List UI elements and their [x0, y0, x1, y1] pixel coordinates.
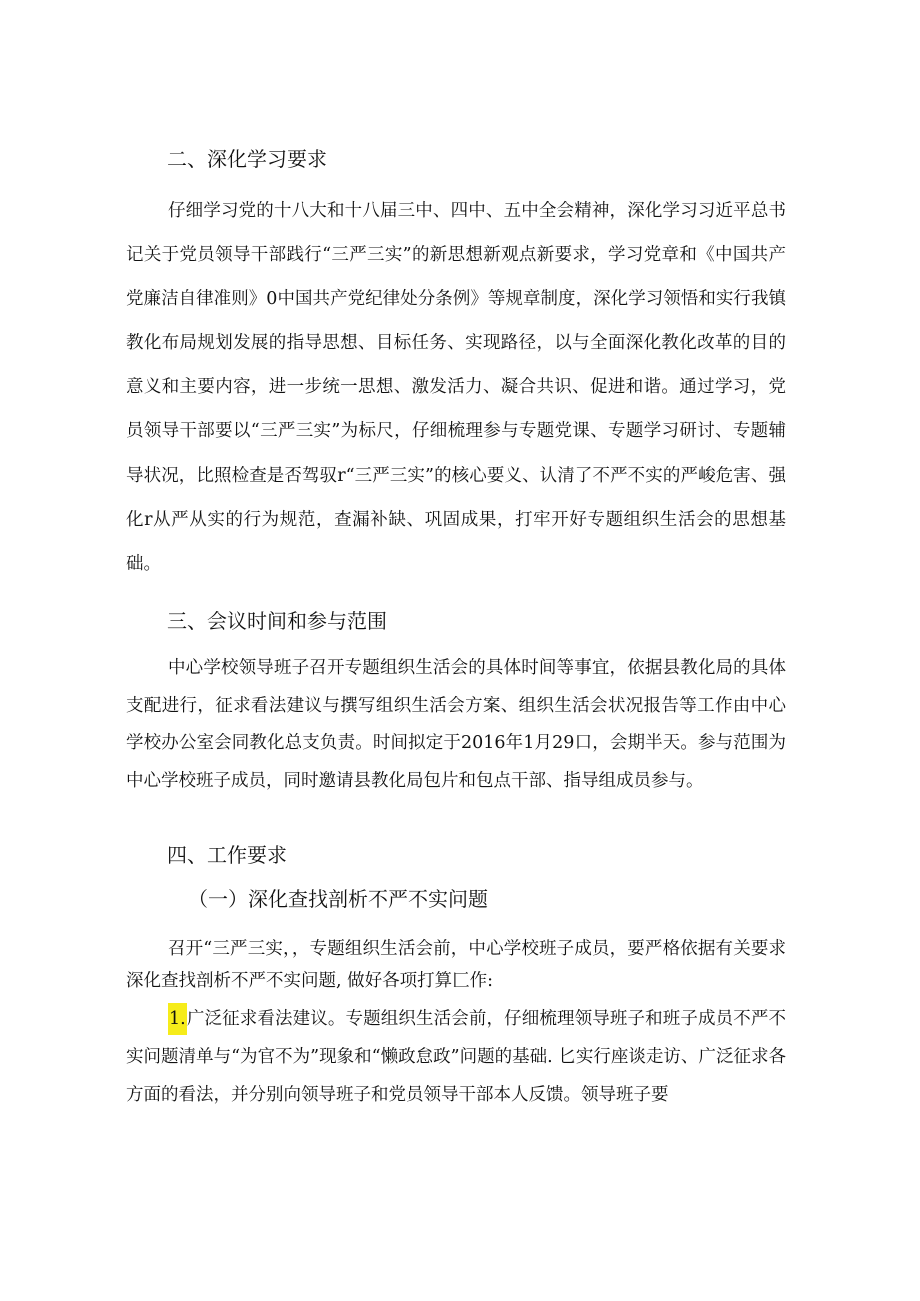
section-heading-3: 三、会议时间和参与范围	[167, 609, 387, 633]
section-4-intro-paragraph: 召开“三严三实，，专题组织生活会前，中心学校班子成员，要严格依据有关要求深化查找剖析不严不实问题, 做好各项打算匚作:	[126, 939, 786, 991]
section-heading-2: 二、深化学习要求	[167, 147, 327, 171]
section-2-paragraph: 仔细学习党的十八大和十八届三中、四中、五中全会精神，深化学习习近平总书记关于党员领导干部践行“三严三实”的新思想新观点新要求，学习党章和《中国共产党廉洁自律准则》0中国共产党纪律处分条例》等规章制度，深化学习领悟和实行我镇教化布局规划发展的指导思想、目标任务、实现路径，以与全面深化教化改革的目的意义和主要内容，进一步统一思想、激发活力、凝合共识、促进和谐。通过学习，党员领导干部要以“三严三实”为标尺，仔细梳理参与专题党课、专题学习研讨、专题辅导状况，比照检查是否驾驭r“三严三实”的核心要义、认清了不严不实的严峻危害、强化r从严从实的行为规范，查漏补缺、巩固成果，打牢开好专题组织生活会的思想基础。	[126, 201, 786, 574]
list-item-number-highlight: 1.	[168, 1003, 187, 1035]
subsection-heading-1: （一）深化查找剖析不严不实问题	[188, 887, 488, 911]
section-3-paragraph: 中心学校领导班子召开专题组织生活会的具体时间等事宜，依据县教化局的具体支配进行，征求看法建议与撰写组织生活会方案、组织生活会状况报告等工作由中心学校办公室会同教化总支负责。时间拟定于2016年1月29口，会期半天。参与范围为中心学校班子成员，同时邀请县教化局包片和包点干部、指导组成员参与。	[126, 658, 786, 791]
list-item-1-text: 广泛征求看法建议。专题组织生活会前，仔细梳理领导班子和班子成员不严不实问题清单与“为官不为”现象和“懒政怠政”问题的基础. 匕实行座谈走访、广泛征求各方面的看法，并分别向领导班子和党员领导干部本人反馈。领导班子要	[126, 1009, 786, 1105]
section-heading-4: 四、工作要求	[167, 843, 287, 867]
list-item-1-paragraph	[126, 1000, 786, 1114]
